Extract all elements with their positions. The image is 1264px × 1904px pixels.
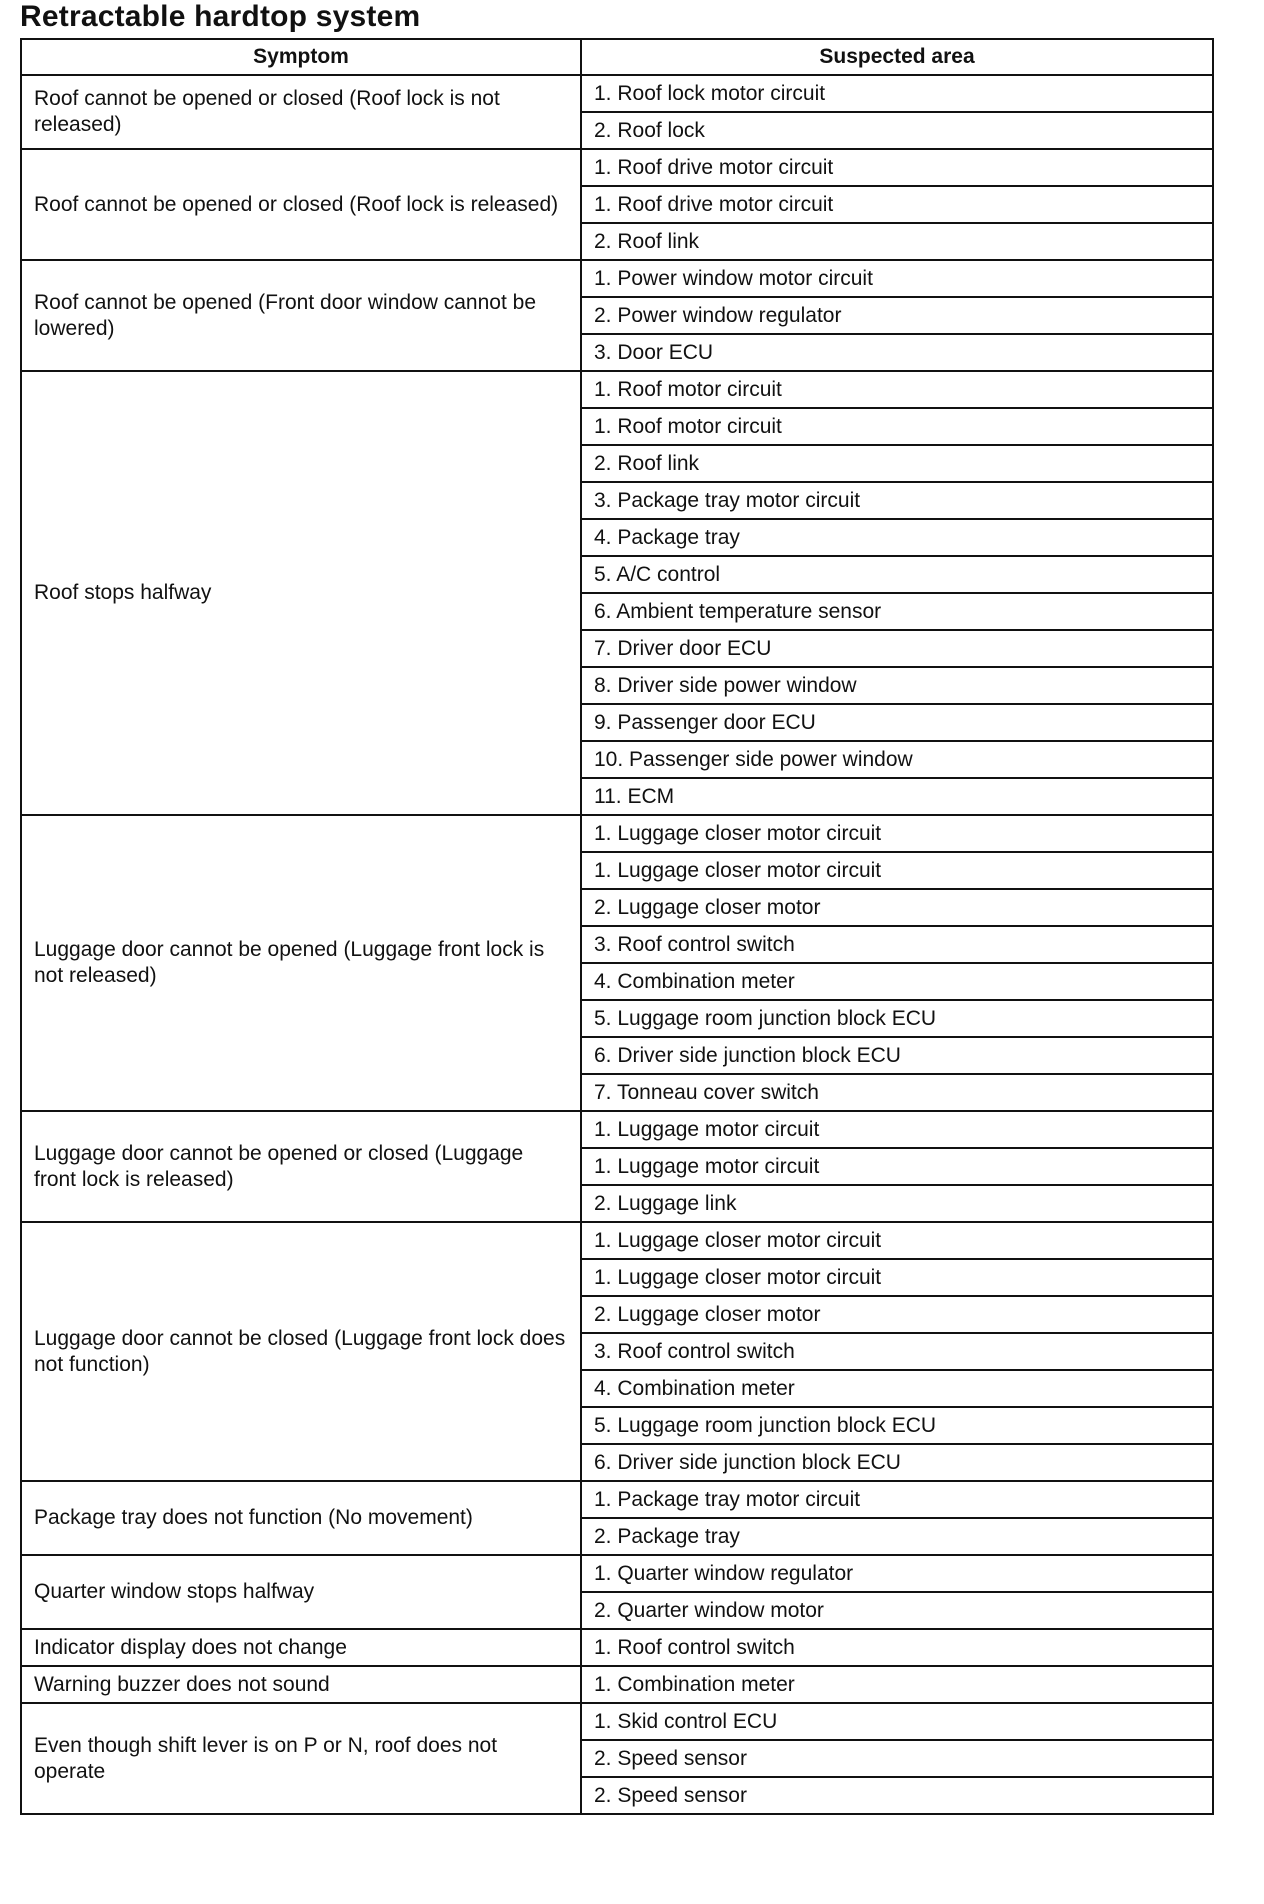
suspected-area-cell: 2. Roof link — [581, 223, 1213, 260]
suspected-area-cell: 1. Roof motor circuit — [581, 371, 1213, 408]
suspected-area-cell: 10. Passenger side power window — [581, 741, 1213, 778]
table-row — [21, 149, 1213, 186]
symptom-cell: Indicator display does not change — [21, 1629, 581, 1666]
suspected-area-cell: 1. Roof lock motor circuit — [581, 75, 1213, 112]
suspected-area-cell: 1. Luggage motor circuit — [581, 1111, 1213, 1148]
suspected-area-cell: 6. Driver side junction block ECU — [581, 1444, 1213, 1481]
table-row — [21, 1555, 1213, 1592]
table-row — [21, 1629, 1213, 1666]
symptom-cell: Luggage door cannot be closed (Luggage front lock does not function) — [21, 1222, 581, 1481]
suspected-area-cell: 2. Luggage link — [581, 1185, 1213, 1222]
suspected-area-cell: 5. A/C control — [581, 556, 1213, 593]
suspected-area-cell: 1. Power window motor circuit — [581, 260, 1213, 297]
suspected-area-cell: 6. Driver side junction block ECU — [581, 1037, 1213, 1074]
suspected-area-cell: 3. Door ECU — [581, 334, 1213, 371]
suspected-area-cell: 1. Roof drive motor circuit — [581, 149, 1213, 186]
suspected-area-cell: 7. Driver door ECU — [581, 630, 1213, 667]
column-header-suspected-area: Suspected area — [581, 39, 1213, 75]
table-row — [21, 1666, 1213, 1703]
suspected-area-cell: 1. Luggage closer motor circuit — [581, 1259, 1213, 1296]
table-row — [21, 815, 1213, 852]
table-row — [21, 1222, 1213, 1259]
suspected-area-cell: 1. Quarter window regulator — [581, 1555, 1213, 1592]
suspected-area-cell: 1. Roof motor circuit — [581, 408, 1213, 445]
suspected-area-cell: 8. Driver side power window — [581, 667, 1213, 704]
suspected-area-cell: 1. Package tray motor circuit — [581, 1481, 1213, 1518]
page-title: Retractable hardtop system — [20, 0, 421, 33]
suspected-area-cell: 1. Roof control switch — [581, 1629, 1213, 1666]
symptom-cell: Quarter window stops halfway — [21, 1555, 581, 1629]
suspected-area-cell: 3. Roof control switch — [581, 1333, 1213, 1370]
symptom-cell: Warning buzzer does not sound — [21, 1666, 581, 1703]
symptom-cell: Even though shift lever is on P or N, roof does not operate — [21, 1703, 581, 1814]
suspected-area-cell: 1. Roof drive motor circuit — [581, 186, 1213, 223]
suspected-area-cell: 5. Luggage room junction block ECU — [581, 1000, 1213, 1037]
suspected-area-cell: 4. Package tray — [581, 519, 1213, 556]
suspected-area-cell: 2. Quarter window motor — [581, 1592, 1213, 1629]
suspected-area-cell: 2. Roof lock — [581, 112, 1213, 149]
suspected-area-cell: 1. Luggage closer motor circuit — [581, 1222, 1213, 1259]
symptom-cell: Roof stops halfway — [21, 371, 581, 815]
symptom-cell: Roof cannot be opened (Front door window cannot be lowered) — [21, 260, 581, 371]
suspected-area-cell: 3. Package tray motor circuit — [581, 482, 1213, 519]
suspected-area-cell: 1. Skid control ECU — [581, 1703, 1213, 1740]
table-body — [21, 75, 1213, 1814]
table-row — [21, 1111, 1213, 1148]
suspected-area-cell: 2. Package tray — [581, 1518, 1213, 1555]
suspected-area-cell: 2. Roof link — [581, 445, 1213, 482]
table-row — [21, 1481, 1213, 1518]
table-row — [21, 371, 1213, 408]
symptom-cell: Roof cannot be opened or closed (Roof lock is released) — [21, 149, 581, 260]
suspected-area-cell: 2. Power window regulator — [581, 297, 1213, 334]
table-row — [21, 1703, 1213, 1740]
suspected-area-cell: 6. Ambient temperature sensor — [581, 593, 1213, 630]
column-header-symptom: Symptom — [21, 39, 581, 75]
table-row — [21, 75, 1213, 112]
suspected-area-cell: 4. Combination meter — [581, 963, 1213, 1000]
suspected-area-cell: 9. Passenger door ECU — [581, 704, 1213, 741]
suspected-area-cell: 11. ECM — [581, 778, 1213, 815]
troubleshooting-table — [20, 38, 1214, 1815]
suspected-area-cell: 7. Tonneau cover switch — [581, 1074, 1213, 1111]
suspected-area-cell: 1. Luggage motor circuit — [581, 1148, 1213, 1185]
header-row — [21, 39, 1213, 75]
symptom-cell: Roof cannot be opened or closed (Roof lock is not released) — [21, 75, 581, 149]
suspected-area-cell: 1. Combination meter — [581, 1666, 1213, 1703]
symptom-cell: Luggage door cannot be opened or closed (Luggage front lock is released) — [21, 1111, 581, 1222]
suspected-area-cell: 2. Speed sensor — [581, 1740, 1213, 1777]
suspected-area-cell: 1. Luggage closer motor circuit — [581, 852, 1213, 889]
table-row — [21, 260, 1213, 297]
suspected-area-cell: 2. Speed sensor — [581, 1777, 1213, 1814]
suspected-area-cell: 3. Roof control switch — [581, 926, 1213, 963]
suspected-area-cell: 2. Luggage closer motor — [581, 1296, 1213, 1333]
suspected-area-cell: 2. Luggage closer motor — [581, 889, 1213, 926]
symptom-cell: Package tray does not function (No movement) — [21, 1481, 581, 1555]
suspected-area-cell: 5. Luggage room junction block ECU — [581, 1407, 1213, 1444]
suspected-area-cell: 1. Luggage closer motor circuit — [581, 815, 1213, 852]
suspected-area-cell: 4. Combination meter — [581, 1370, 1213, 1407]
symptom-cell: Luggage door cannot be opened (Luggage front lock is not released) — [21, 815, 581, 1111]
